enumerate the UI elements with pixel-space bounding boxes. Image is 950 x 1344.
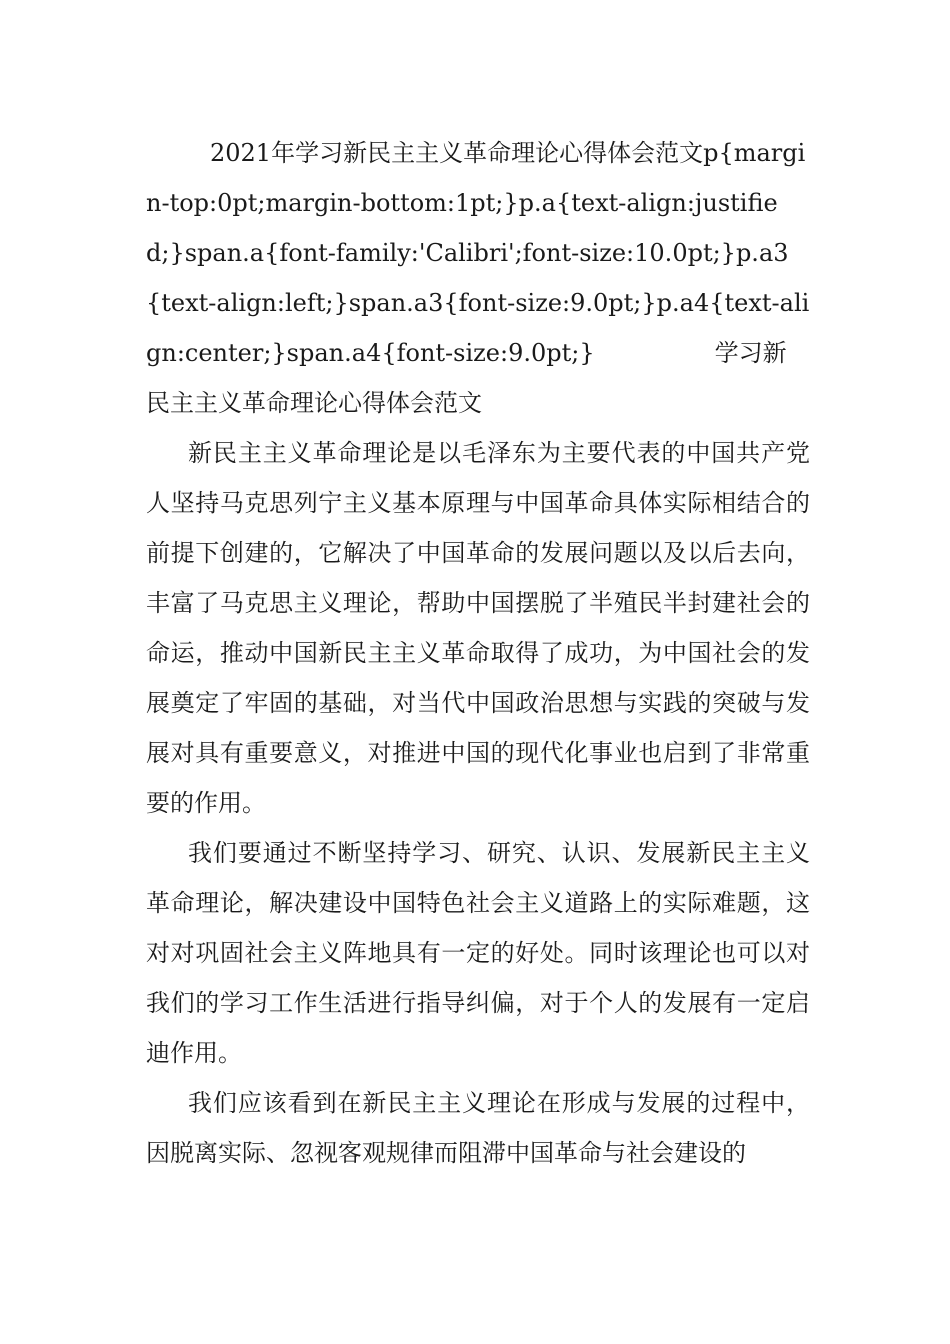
document-page	[146, 128, 810, 1178]
body-paragraph-2: 我们要通过不断坚持学习、研究、认识、发展新民主主义革命理论，解决建设中国特色社会主义道路上的实际难题，这对对巩固社会主义阵地具有一定的好处。同时该理论也可以对我们的学习工作生活进行指导纠偏，对于个人的发展有一定启迪作用。	[146, 839, 810, 1067]
body-paragraph-1: 新民主主义革命理论是以毛泽东为主要代表的中国共产党人坚持马克思列宁主义基本原理与中国革命具体实际相结合的前提下创建的，它解决了中国革命的发展问题以及以后去向，丰富了马克思主义理论，帮助中国摆脱了半殖民半封建社会的命运，推动中国新民主主义革命取得了成功，为中国社会的发展奠定了牢固的基础，对当代中国政治思想与实践的突破与发展对具有重要意义，对推进中国的现代化事业也启到了非常重要的作用。	[146, 439, 810, 817]
css-residue-text: p{margin-top:0pt;margin-bottom:1pt;}p.a{text-align:justified;}span.a{font-family:'Calibri';font-size:10.0pt;}p.a3{text-align:left;}span.a3{font-size:9.0pt;}p.a4{text-align:center;}span.a4{font-size:9.0pt;}	[146, 139, 810, 367]
document-header	[146, 128, 810, 428]
body-paragraph-3: 我们应该看到在新民主主义理论在形成与发展的过程中，因脱离实际、忽视客观规律而阻滞中国革命与社会建设的	[146, 1089, 810, 1167]
document-subtitle: 学习新民主主义革命理论心得体会范文	[146, 339, 787, 417]
document-title: 2021年学习新民主主义革命理论心得体会范文	[210, 139, 704, 167]
